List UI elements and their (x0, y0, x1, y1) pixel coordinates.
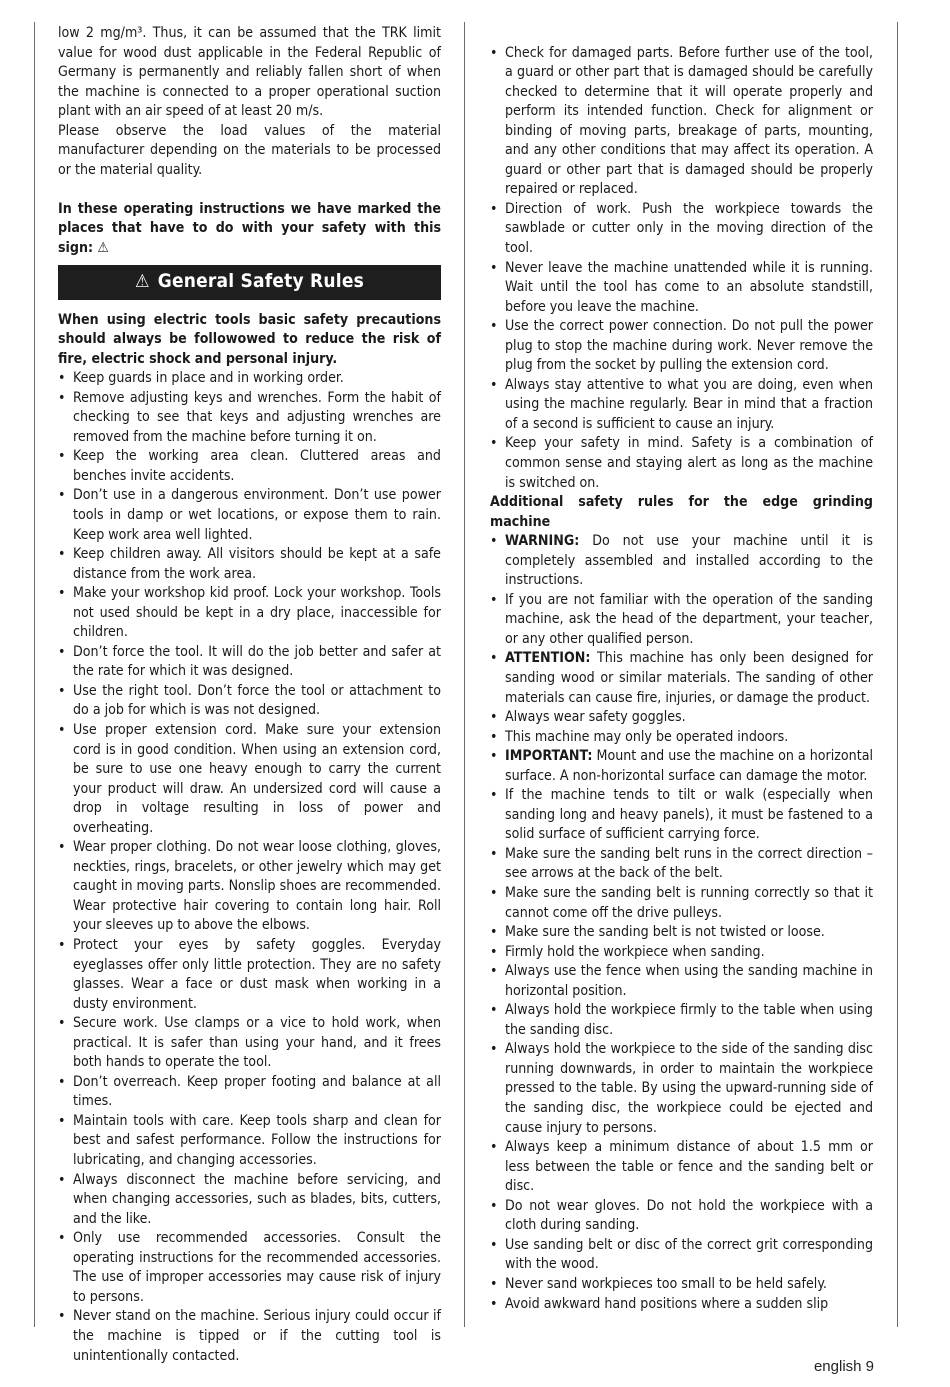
list-item: • Protect your eyes by safety goggles. Everyday eyeglasses offer only little protection. They are no safety glasses. Wear a face or dust mask when working in a dusty environment. (58, 936, 441, 1014)
safety-sign-note (58, 200, 441, 259)
list-item (490, 1275, 873, 1295)
list-item: • Wear proper clothing. Do not wear loose clothing, gloves, neckties, rings, bracelets, or other jewelry which may get caught in moving parts. Nonslip shoes are recommended. Wear protective hair covering to contain long hair. Roll your sleeves up to above the elbows. (58, 838, 441, 936)
list-item: • Maintain tools with care. Keep tools sharp and clean for best and safest performance. Follow the instructions for lubricating, and changing accessories. (58, 1112, 441, 1171)
general-rules-list (58, 369, 441, 1366)
list-item: • Always disconnect the machine before servicing, and when changing accessories, such as blades, bits, cutters, and the like. (58, 1171, 441, 1230)
list-item (490, 845, 873, 884)
list-item-text: If the machine tends to tilt or walk (especially when sanding long and heavy panels), it must be fastened to a solid surface of sufficient carrying force. (505, 787, 873, 843)
warning-triangle-icon: ⚠ (97, 239, 109, 256)
precaution-intro: When using electric tools basic safety precautions should always be followowed to reduce the risk of fire, electric shock and personal injury. (58, 311, 441, 367)
list-item-text: Never sand workpieces too small to be held safely. (505, 1275, 827, 1292)
list-item: • Make your workshop kid proof. Lock your workshop. Tools not used should be kept in a dry place, inaccessible for children. (58, 584, 441, 643)
list-item: • Only use recommended accessories. Consult the operating instructions for the recommended accessories. The use of improper accessories may cause risk of injury to persons. (58, 1229, 441, 1307)
list-item: • Never leave the machine unattended while it is running. Wait until the tool has come to an absolute standstill, before you leave the machine. (490, 259, 873, 318)
list-item-text: Use sanding belt or disc of the correct grit corresponding with the wood. (505, 1236, 873, 1273)
list-item (490, 1236, 873, 1275)
list-item-text: Make sure the sanding belt runs in the correct direction – see arrows at the back of the belt. (505, 845, 873, 882)
list-item (490, 1295, 873, 1315)
list-item: • Don’t force the tool. It will do the job better and safer at the rate for which it was designed. (58, 643, 441, 682)
general-rules-list-continued (490, 44, 873, 494)
list-item: • Check for damaged parts. Before further use of the tool, a guard or other part that is damaged should be carefully checked to determine that it will operate properly and perform its intended function. Check for alignment or binding of moving parts, breakage of parts, mounting, and any other conditions that may affect its operation. A guard or other part that is damaged should be properly repaired or replaced. (490, 44, 873, 200)
list-item-text: Mount and use the machine on a horizontal surface. A non-horizontal surface can damage the motor. (505, 748, 873, 784)
list-item-text: Always hold the workpiece to the side of the sanding disc running downwards, in order to maintain the workpiece pressed to the table. By using the upward-running side of the sanding disc, the workpiece could be ejected and cause injury to persons. (505, 1041, 873, 1136)
list-item: • Keep your safety in mind. Safety is a combination of common sense and staying alert as long as the machine is switched on. (490, 434, 873, 493)
list-item-text: Make sure the sanding belt is running correctly so that it cannot come off the drive pulleys. (505, 885, 873, 921)
list-item-text: Firmly hold the workpiece when sanding. (505, 943, 765, 960)
list-item (490, 708, 873, 728)
list-item: • Always stay attentive to what you are doing, even when using the machine regularly. Bear in mind that a fraction of a second is sufficient to cause an injury. (490, 376, 873, 435)
list-item: • Direction of work. Push the workpiece towards the sawblade or cutter only in the moving direction of the tool. (490, 200, 873, 259)
list-item: • Don’t use in a dangerous environment. Don’t use power tools in damp or wet locations, or expose them to rain. Keep work area well lighted. (58, 486, 441, 545)
list-item (490, 884, 873, 923)
intro-paragraph-2: Please observe the load values of the material manufacturer depending on the materials to be processed or the material quality. (58, 122, 441, 178)
additional-rules-heading: Additional safety rules for the edge grinding machine (490, 494, 873, 530)
list-item (490, 728, 873, 748)
list-item-label: ATTENTION: (505, 650, 591, 667)
list-item-text: If you are not familiar with the operation of the sanding machine, ask the head of the department, your teacher, or any other qualified person. (505, 591, 873, 647)
list-item: • Don’t overreach. Keep proper footing and balance at all times. (58, 1073, 441, 1112)
list-item (490, 1040, 873, 1138)
list-item (490, 962, 873, 1001)
right-margin-rule (897, 22, 898, 1327)
list-item (490, 1001, 873, 1040)
list-item-text: Always keep a minimum distance of about 1.5 mm or less between the table or fence and the sanding belt or disc. (505, 1139, 873, 1195)
right-column (490, 24, 873, 1314)
list-item (490, 786, 873, 845)
list-item (490, 532, 873, 591)
list-item: • Use the right tool. Don’t force the tool or attachment to do a job for which is was not designed. (58, 682, 441, 721)
list-item: • Remove adjusting keys and wrenches. Form the habit of checking to see that keys and adjusting wrenches are removed from the machine before turning it on. (58, 389, 441, 448)
list-item: • Keep the working area clean. Cluttered areas and benches invite accidents. (58, 447, 441, 486)
list-item (490, 1197, 873, 1236)
left-column (58, 24, 441, 1366)
list-item (490, 649, 873, 708)
list-item (490, 747, 873, 786)
page-number: english 9 (813, 1358, 874, 1375)
list-item: • Use proper extension cord. Make sure your extension cord is in good condition. When using an extension cord, be sure to use one heavy enough to carry the current your product will draw. An undersized cord will cause a drop in voltage resulting in loss of power and overheating. (58, 721, 441, 838)
intro-paragraph-1: low 2 mg/m³. Thus, it can be assumed that the TRK limit value for wood dust applicable in the Federal Republic of Germany is permanently and reliably fallen short of when the machine is connected to a proper operational suction plant with an air speed of at least 20 m/s. (58, 25, 441, 120)
list-item-text: Always use the fence when using the sanding machine in horizontal position. (505, 963, 873, 999)
list-item: • Secure work. Use clamps or a vice to hold work, when practical. It is safer than using your hand, and it frees both hands to operate the tool. (58, 1014, 441, 1073)
list-item (490, 923, 873, 943)
list-item-label: WARNING: (505, 533, 580, 550)
list-item-label: IMPORTANT: (505, 748, 593, 765)
section-heading-bar (58, 265, 441, 300)
safety-sign-note-text: In these operating instructions we have marked the places that have to do with your safety with this sign: (58, 200, 441, 256)
list-item-text: This machine may only be operated indoors. (505, 728, 789, 745)
list-item: • Keep children away. All visitors should be kept at a safe distance from the work area. (58, 545, 441, 584)
list-item (490, 943, 873, 963)
section-heading: General Safety Rules (157, 270, 364, 293)
list-item-text: Do not use your machine until it is completely assembled and installed according to the instructions. (505, 533, 873, 589)
list-item: • Use the correct power connection. Do not pull the power plug to stop the machine during work. Never remove the plug from the socket by pulling the extension cord. (490, 317, 873, 376)
list-item-text: Avoid awkward hand positions where a sudden slip (505, 1295, 829, 1312)
list-item-text: This machine has only been designed for sanding wood or similar materials. The sanding of other materials can cause fire, injuries, or damage the product. (505, 650, 873, 706)
list-item-text: Always wear safety goggles. (505, 709, 686, 726)
list-item (490, 1138, 873, 1197)
list-item (490, 591, 873, 650)
warning-triangle-icon: ⚠ (135, 271, 150, 293)
left-margin-rule (34, 22, 35, 1327)
column-divider-rule (464, 22, 465, 1327)
list-item-text: Always hold the workpiece firmly to the table when using the sanding disc. (505, 1002, 873, 1038)
list-item: • Never stand on the machine. Serious injury could occur if the machine is tipped or if the cutting tool is unintentionally contacted. (58, 1307, 441, 1366)
list-item-text: Do not wear gloves. Do not hold the workpiece with a cloth during sanding. (505, 1197, 873, 1234)
list-item-text: Make sure the sanding belt is not twisted or loose. (505, 924, 825, 941)
list-item: • Keep guards in place and in working order. (58, 369, 441, 389)
additional-rules-list (490, 532, 873, 1314)
